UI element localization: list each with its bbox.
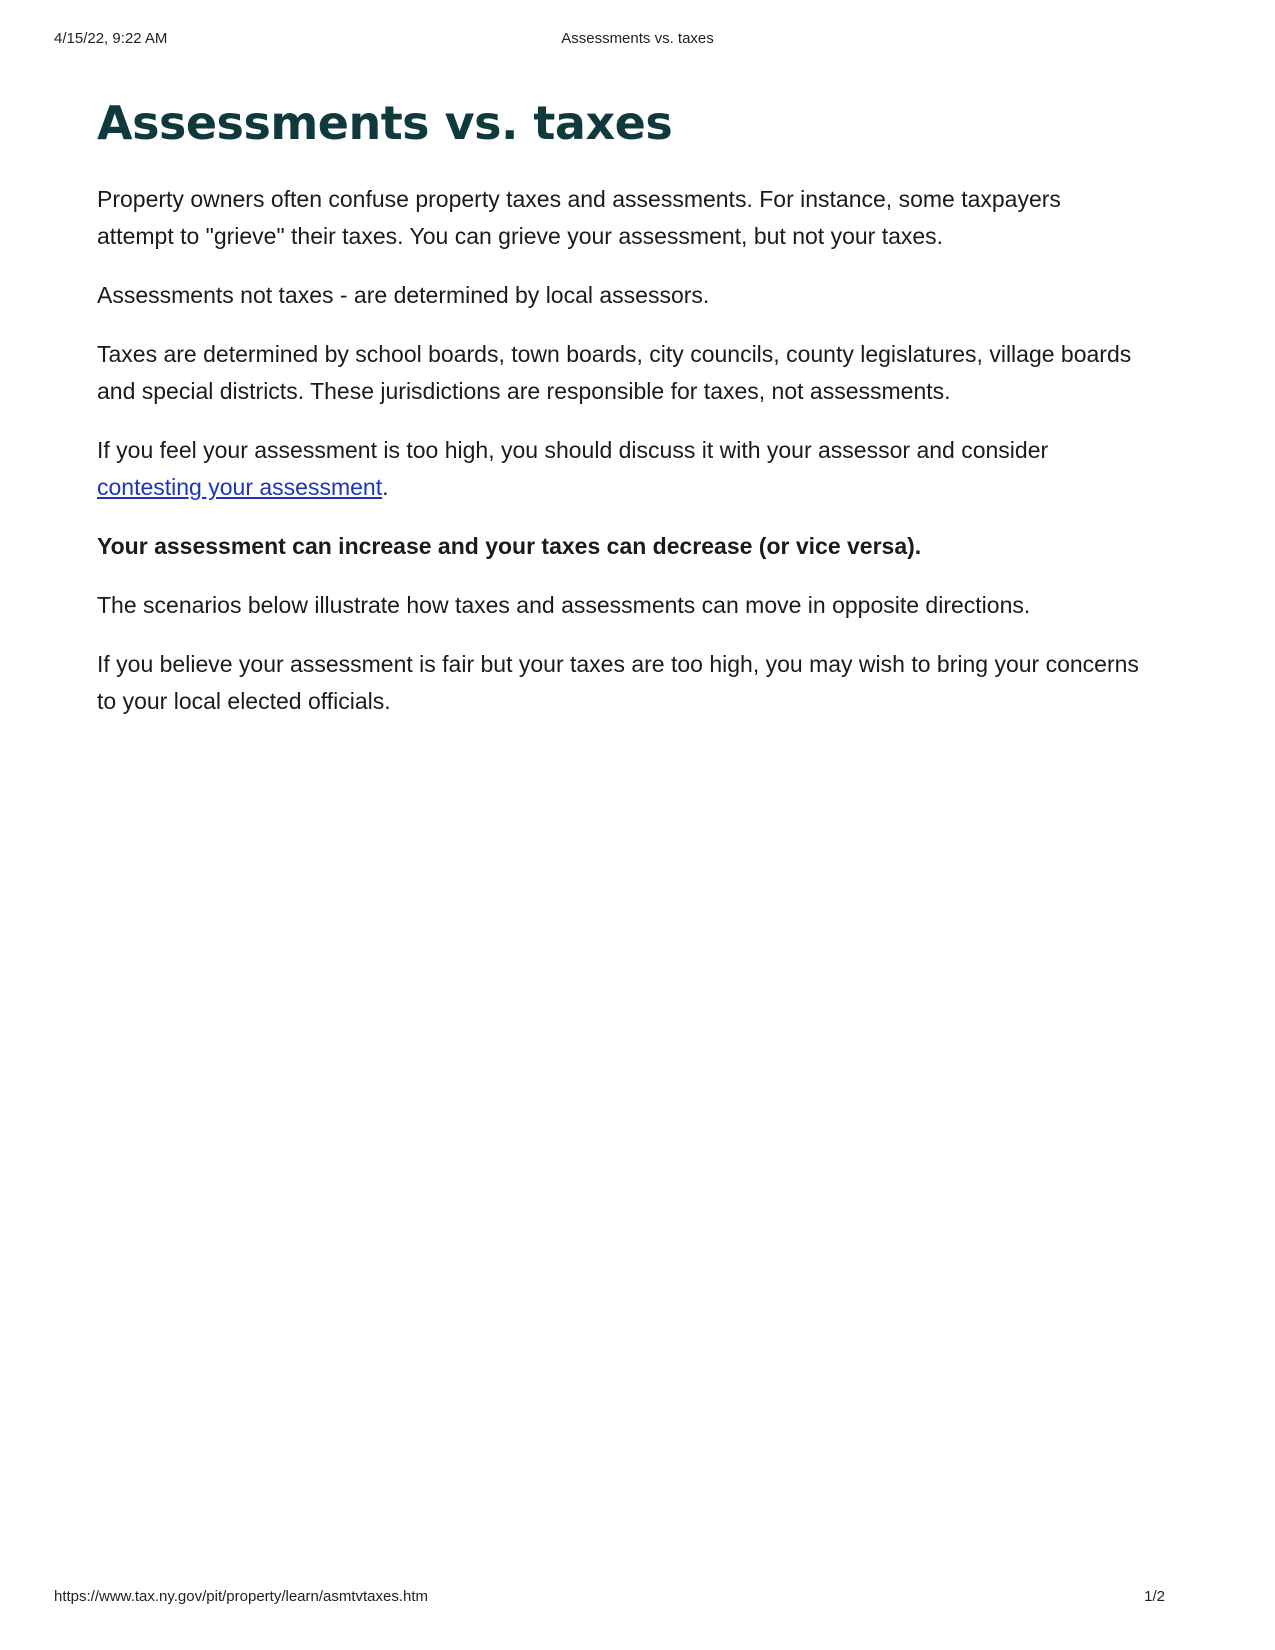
contest-text: If you feel your assessment is too high, you should discuss it with your assessor and consider: [97, 437, 1049, 464]
page-title: Assessments vs. taxes: [97, 96, 673, 150]
article: [97, 96, 1142, 742]
contesting-assessment-link[interactable]: contesting your assessment: [97, 474, 383, 501]
paragraph-officials: If you believe your assessment is fair but your taxes are too high, you may wish to bring your concerns to your local elected officials.: [97, 651, 1139, 715]
paragraph-jurisdictions: Taxes are determined by school boards, town boards, city councils, county legislatures, village boards and special districts. These jurisdictions are responsible for taxes, not assessments.: [97, 341, 1132, 405]
paragraph-assessors: Assessments not taxes - are determined by local assessors.: [97, 282, 710, 309]
paragraph-confusion: Property owners often confuse property taxes and assessments. For instance, some taxpayers attempt to "grieve" their taxes. You can grieve your assessment, but not your taxes.: [97, 186, 1061, 250]
contest-period: .: [382, 474, 389, 501]
print-document-title: Assessments vs. taxes: [561, 30, 714, 47]
paragraph-emphasis: Your assessment can increase and your taxes can decrease (or vice versa).: [97, 533, 922, 560]
print-date: 4/15/22, 9:22 AM: [54, 30, 168, 47]
paragraph-contest: [97, 432, 1142, 506]
print-footer: [54, 1588, 1165, 1610]
page-number: 1/2: [1144, 1588, 1165, 1605]
page-url: https://www.tax.ny.gov/pit/property/learn/asmtvtaxes.htm: [54, 1588, 429, 1605]
print-header: [54, 30, 1221, 52]
paragraph-scenarios: The scenarios below illustrate how taxes and assessments can move in opposite directions.: [97, 592, 1031, 619]
